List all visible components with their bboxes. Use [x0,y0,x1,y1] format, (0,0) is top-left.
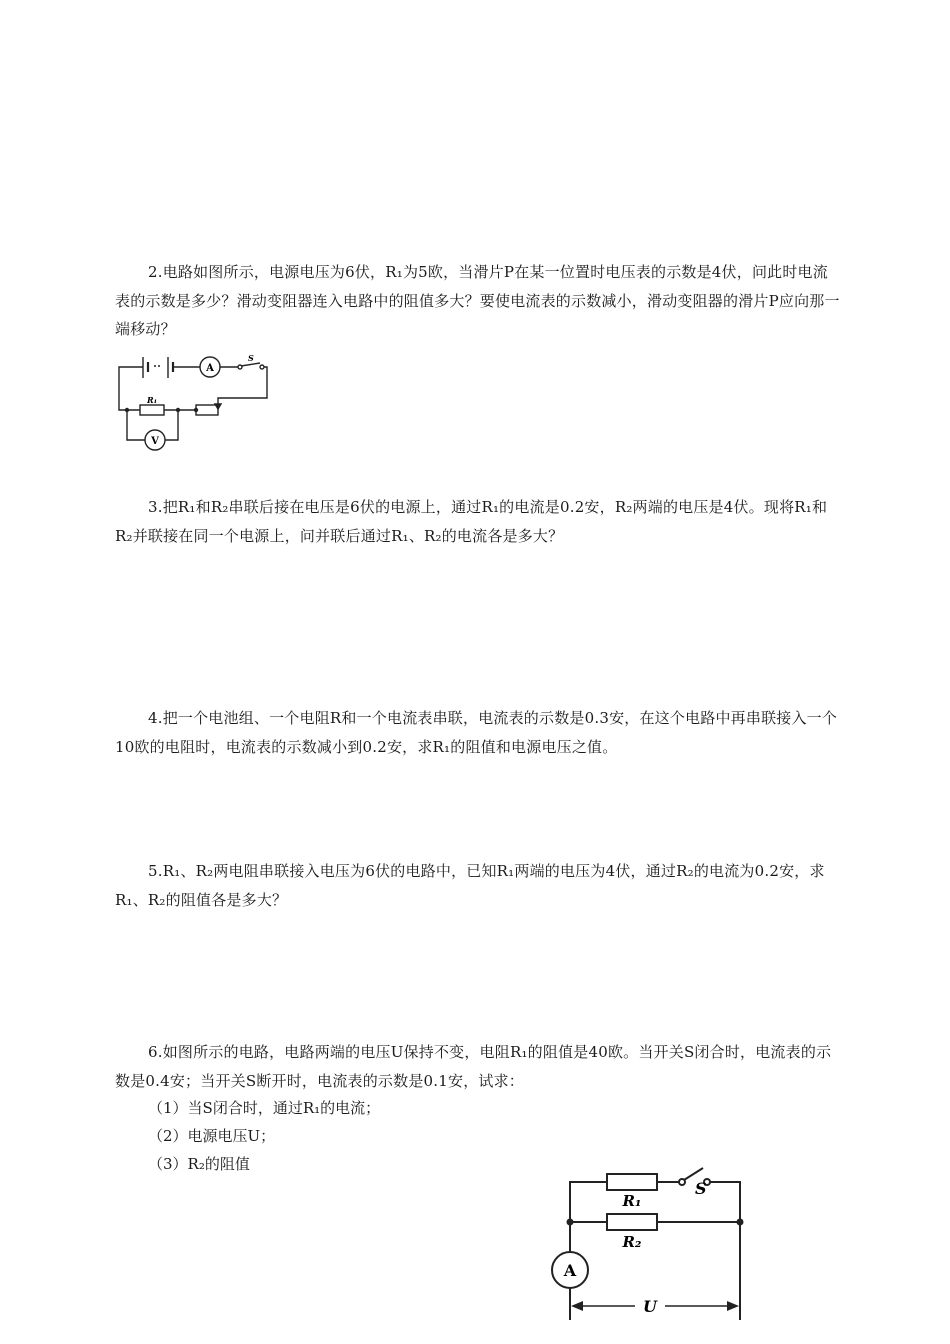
circuit-diagram-1 [110,350,275,460]
arrow-left-icon [571,1301,583,1311]
ammeter-label: A [206,363,214,374]
question-3-text: 3.把R₁和R₂串联后接在电压是6伏的电源上，通过R₁的电流是0.2安，R₂两端的电压是4伏。现将R₁和R₂并联接在同一个电源上，问并联后通过R₁、R₂的电流各是多大？ [115,498,828,545]
resistor-r1-icon [140,405,164,415]
question-2-text: 2.电路如图所示，电源电压为6伏，R₁为5欧，当滑片P在某一位置时电压表的示数是4伏，问此时电流表的示数是多少？滑动变阻器连入电路中的阻值多大？要使电流表的示数减小，滑动变阻器的滑片P应向那一端移动？ [115,263,840,338]
question-6-part-2: （2）电源电压U； [148,1127,276,1145]
question-5-text: 5.R₁、R₂两电阻串联接入电压为6伏的电路中，已知R₁两端的电压为4伏，通过R₂的电流为0.2安，求R₁、R₂的阻值各是多大？ [115,862,825,909]
r2-label: R₂ [622,1233,642,1251]
question-4-text: 4.把一个电池组、一个电阻R和一个电流表串联，电流表的示数是0.3安，在这个电路中再串联接入一个10欧的电阻时，电流表的示数减小到0.2安，求R₁的阻值和电源电压之值。 [115,709,838,756]
resistor-r2-icon [607,1214,657,1230]
voltage-label: U [643,1297,657,1316]
voltmeter-label: V [151,436,159,447]
question-6-part-3: （3）R₂的阻值 [148,1155,250,1173]
switch-lever [241,363,260,366]
rheostat-icon [196,405,218,415]
resistor-r1-icon [607,1174,657,1190]
switch-label: S [248,353,254,363]
circuit-diagram-2 [545,1170,755,1330]
question-6-part-1: （1）当S闭合时，通过R₁的电流； [148,1099,381,1117]
resistor-label: R₁ [147,395,158,405]
arrow-right-icon [727,1301,739,1311]
ammeter-label: A [563,1261,577,1280]
r1-label: R₁ [622,1192,642,1210]
switch-label: S [695,1179,707,1198]
question-6-text: 6.如图所示的电路，电路两端的电压U保持不变，电阻R₁的阻值是40欧。当开关S闭合时，电流表的示数是0.4安；当开关S断开时，电流表的示数是0.1安，试求： [115,1043,832,1090]
